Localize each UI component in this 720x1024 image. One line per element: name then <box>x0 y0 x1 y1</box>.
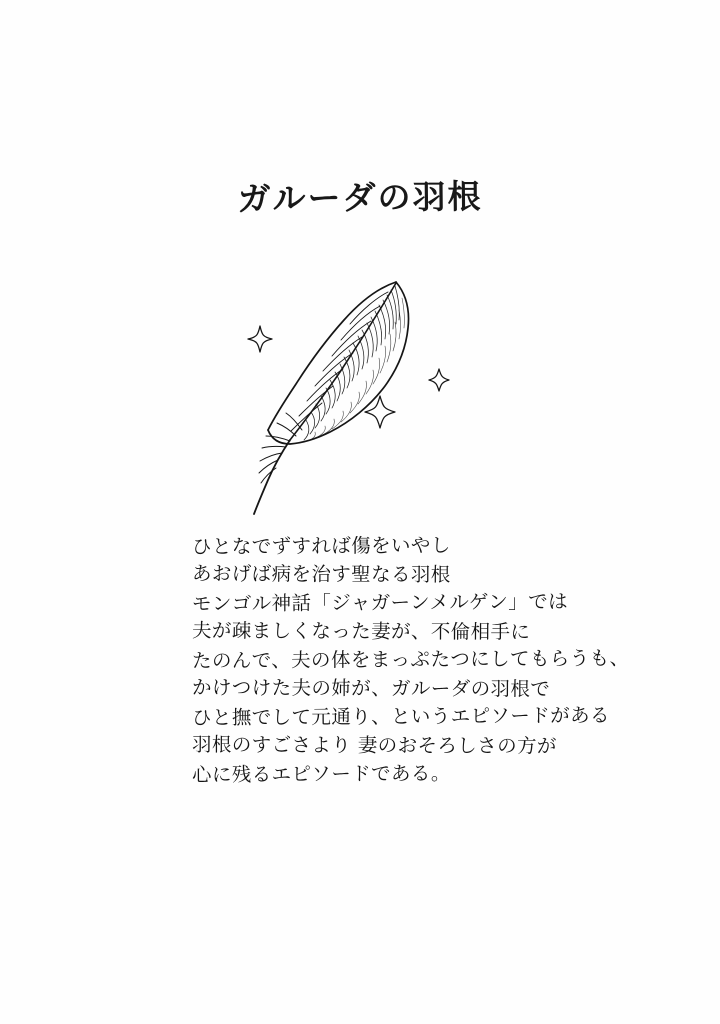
body-line: ひとなでずすれば傷をいやし <box>191 533 451 559</box>
feather-illustration <box>210 250 510 530</box>
body-line: かけつけた夫の姉が、ガルーダの羽根で <box>191 675 551 701</box>
body-line: モンゴル神話「ジャガーンメルゲン」では <box>191 590 569 616</box>
body-line: あおげば病を治す聖なる羽根 <box>191 561 451 586</box>
body-line: 羽根のすごさより 妻のおそろしさの方が <box>191 732 557 758</box>
body-line: たのんで、夫の体をまっぷたつにしてもらうも、 <box>191 646 630 673</box>
page-title: ガルーダの羽根 <box>237 176 483 219</box>
feather-icon <box>210 250 510 530</box>
body-line: ひと撫でして元通り、というエピソードがある <box>191 703 610 730</box>
body-line: 夫が疎ましくなった妻が、不倫相手に <box>191 618 531 644</box>
body-text <box>191 532 630 789</box>
body-line: 心に残るエピソードである。 <box>191 761 451 787</box>
